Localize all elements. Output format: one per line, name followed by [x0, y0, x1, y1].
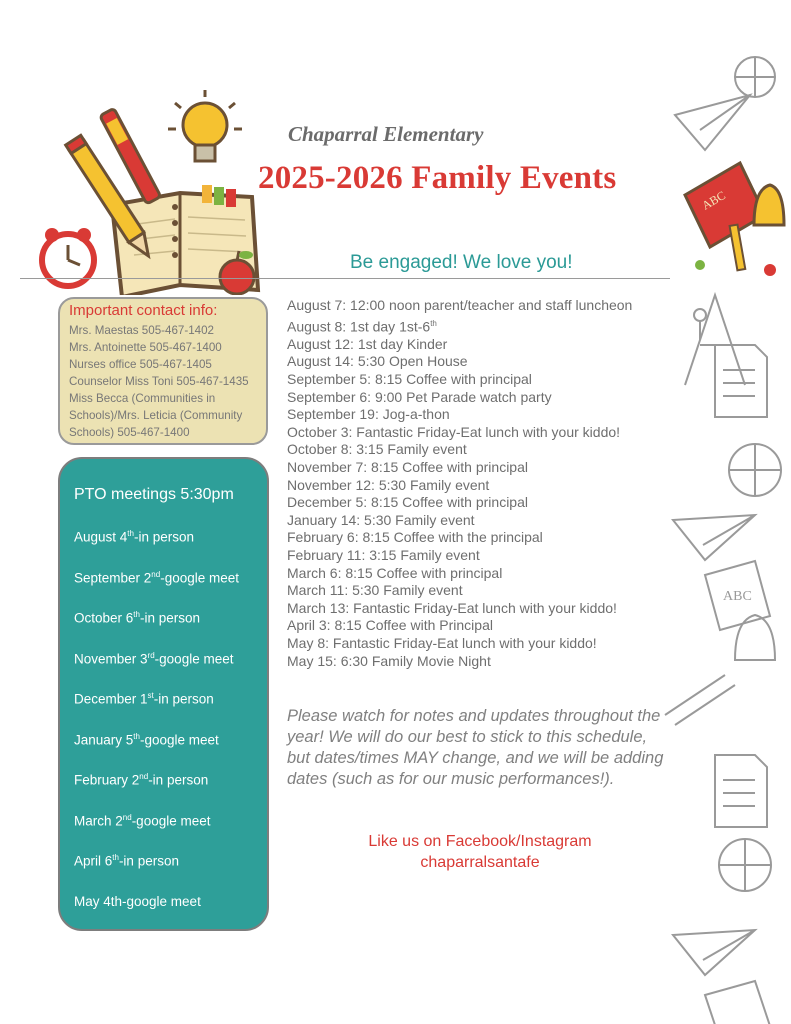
pto-meeting-item — [74, 570, 239, 586]
text-part: -google meet — [154, 651, 234, 666]
text-part: April 6 — [74, 853, 113, 869]
contact-line: Mrs. Antoinette 505-467-1400 — [69, 341, 222, 354]
divider-line — [20, 278, 670, 279]
text-part: -in person — [133, 529, 195, 545]
tagline: Be engaged! We love you! — [350, 252, 573, 273]
event-item — [287, 353, 632, 371]
pto-meeting-item — [74, 772, 208, 788]
text-part: -in person — [148, 772, 209, 788]
contact-heading: Important contact info: — [69, 302, 218, 319]
contact-line: Counselor Miss Toni 505-467-1435 — [69, 375, 249, 388]
event-item — [287, 424, 632, 442]
text-part: March 2 — [74, 813, 123, 828]
text-part: August 7: 12:00 noon parent/teacher and staff luncheon — [287, 297, 633, 313]
contact-line: Schools)/Mrs. Leticia (Community — [69, 409, 243, 422]
text-part: January 5 — [74, 732, 134, 747]
text-part: January 14: 5:30 Family event — [287, 511, 475, 528]
ordinal-suffix: rd — [147, 650, 155, 660]
text-part: -google meet — [139, 732, 219, 747]
ordinal-suffix: th — [133, 731, 140, 741]
event-item — [287, 653, 632, 671]
pto-meetings-box — [58, 457, 269, 931]
event-item — [287, 494, 632, 512]
pto-meeting-item — [74, 691, 214, 707]
event-item — [287, 512, 632, 530]
contact-line: Mrs. Maestas 505-467-1402 — [69, 324, 214, 337]
text-part: February 6: 8:15 Coffee with the principal — [287, 529, 543, 546]
text-part: May 8: Fantastic Friday-Eat lunch with your kiddo! — [287, 634, 597, 651]
pto-meeting-item — [74, 813, 211, 829]
event-item — [287, 315, 632, 336]
event-item — [287, 371, 632, 389]
text-part: -google meet — [131, 813, 211, 828]
events-list — [287, 297, 632, 670]
text-part: September 5: 8:15 Coffee with principal — [287, 371, 532, 388]
social-handle: chaparralsantafe — [420, 854, 540, 871]
text-part: October 8: 3:15 Family event — [287, 441, 467, 458]
contact-line: Schools) 505-467-1400 — [69, 426, 190, 439]
event-item — [287, 529, 632, 547]
contact-info-box — [58, 297, 268, 445]
contact-list — [69, 322, 266, 441]
text-part: -in person — [153, 691, 214, 707]
ordinal-suffix: th — [112, 853, 119, 862]
event-item — [287, 617, 632, 635]
text-part: December 5: 8:15 Coffee with principal — [287, 494, 528, 511]
pto-meeting-item — [74, 651, 233, 667]
ordinal-suffix: th — [127, 529, 134, 538]
text-part: -google meet — [160, 570, 240, 585]
pto-meeting-item — [74, 732, 219, 748]
pto-meeting-item — [74, 853, 179, 869]
svg-text:ABC: ABC — [699, 188, 728, 213]
text-part: -in person — [118, 853, 179, 869]
ordinal-suffix: nd — [151, 569, 161, 579]
text-part: March 6: 8:15 Coffee with principal — [287, 564, 503, 581]
book-icon — [685, 163, 765, 247]
paper-plane-icon — [675, 95, 750, 150]
ordinal-suffix: nd — [139, 772, 149, 781]
event-item — [287, 441, 632, 459]
text-part: October 6 — [74, 610, 134, 626]
globe-icon — [735, 57, 775, 97]
event-item — [287, 477, 632, 495]
text-part: December 1 — [74, 691, 148, 707]
social-media-callout — [300, 831, 660, 873]
text-part: November 3 — [74, 651, 148, 666]
event-item — [287, 582, 632, 600]
event-item — [287, 459, 632, 477]
right-doodle-border — [645, 55, 791, 1024]
event-item — [287, 600, 632, 618]
pto-meeting-item — [74, 529, 194, 545]
text-part: August 14: 5:30 Open House — [287, 353, 468, 370]
event-item — [287, 389, 632, 407]
text-part: September 19: Jog-a-thon — [287, 406, 450, 423]
event-item — [287, 336, 632, 354]
text-part: -in person — [139, 610, 200, 626]
schedule-note: Please watch for notes and updates throughout the year! We will do our best to stick to this schedule, but dates/times MAY change, and we will be adding dates (such as for our music performances!). — [287, 707, 664, 788]
event-item — [287, 406, 632, 424]
pto-heading: PTO meetings 5:30pm — [74, 486, 234, 503]
school-supplies-illustration — [30, 85, 275, 295]
ordinal-suffix: th — [430, 318, 437, 328]
contact-line: Nurses office 505-467-1405 — [69, 358, 212, 371]
text-part: September 6: 9:00 Pet Parade watch party — [287, 388, 552, 405]
document-icon — [715, 345, 767, 417]
pto-meeting-item — [74, 894, 201, 909]
social-line: Like us on Facebook/Instagram — [368, 833, 592, 850]
pto-meeting-item — [74, 610, 200, 626]
text-part: October 3: Fantastic Friday-Eat lunch with your kiddo! — [287, 423, 621, 440]
page-title: 2025-2026 Family Events — [258, 160, 617, 196]
ordinal-suffix: th — [133, 610, 140, 619]
ordinal-suffix: st — [147, 691, 154, 700]
event-item — [287, 635, 632, 653]
text-part: March 11: 5:30 Family event — [287, 582, 463, 599]
event-item — [287, 297, 632, 315]
contact-line: Miss Becca (Communities in — [69, 392, 216, 405]
lightbulb-icon — [168, 90, 242, 161]
school-name: Chaparral Elementary — [288, 122, 484, 146]
ordinal-suffix: nd — [122, 812, 132, 822]
text-part: February 2 — [74, 772, 140, 788]
text-part: August 4 — [74, 529, 128, 545]
text-part: September 2 — [74, 570, 152, 585]
text-part: February 11: 3:15 Family event — [287, 546, 480, 563]
event-item — [287, 547, 632, 565]
bell-icon — [735, 615, 775, 660]
text-part: March 13: Fantastic Friday-Eat lunch with your kiddo! — [287, 599, 617, 616]
text-part: August 12: 1st day Kinder — [287, 335, 448, 352]
text-part: May 4th-google meet — [74, 893, 201, 909]
text-part: April 3: 8:15 Coffee with Principal — [287, 617, 493, 634]
text-part: November 7: 8:15 Coffee with principal — [287, 459, 528, 475]
text-part: May 15: 6:30 Family Movie Night — [287, 652, 491, 669]
text-part: November 12: 5:30 Family event — [287, 476, 490, 493]
event-item — [287, 565, 632, 583]
text-part: August 8: 1st day 1st-6 — [287, 318, 431, 335]
paperclip-icon — [705, 981, 770, 1024]
svg-text:ABC: ABC — [723, 589, 752, 604]
